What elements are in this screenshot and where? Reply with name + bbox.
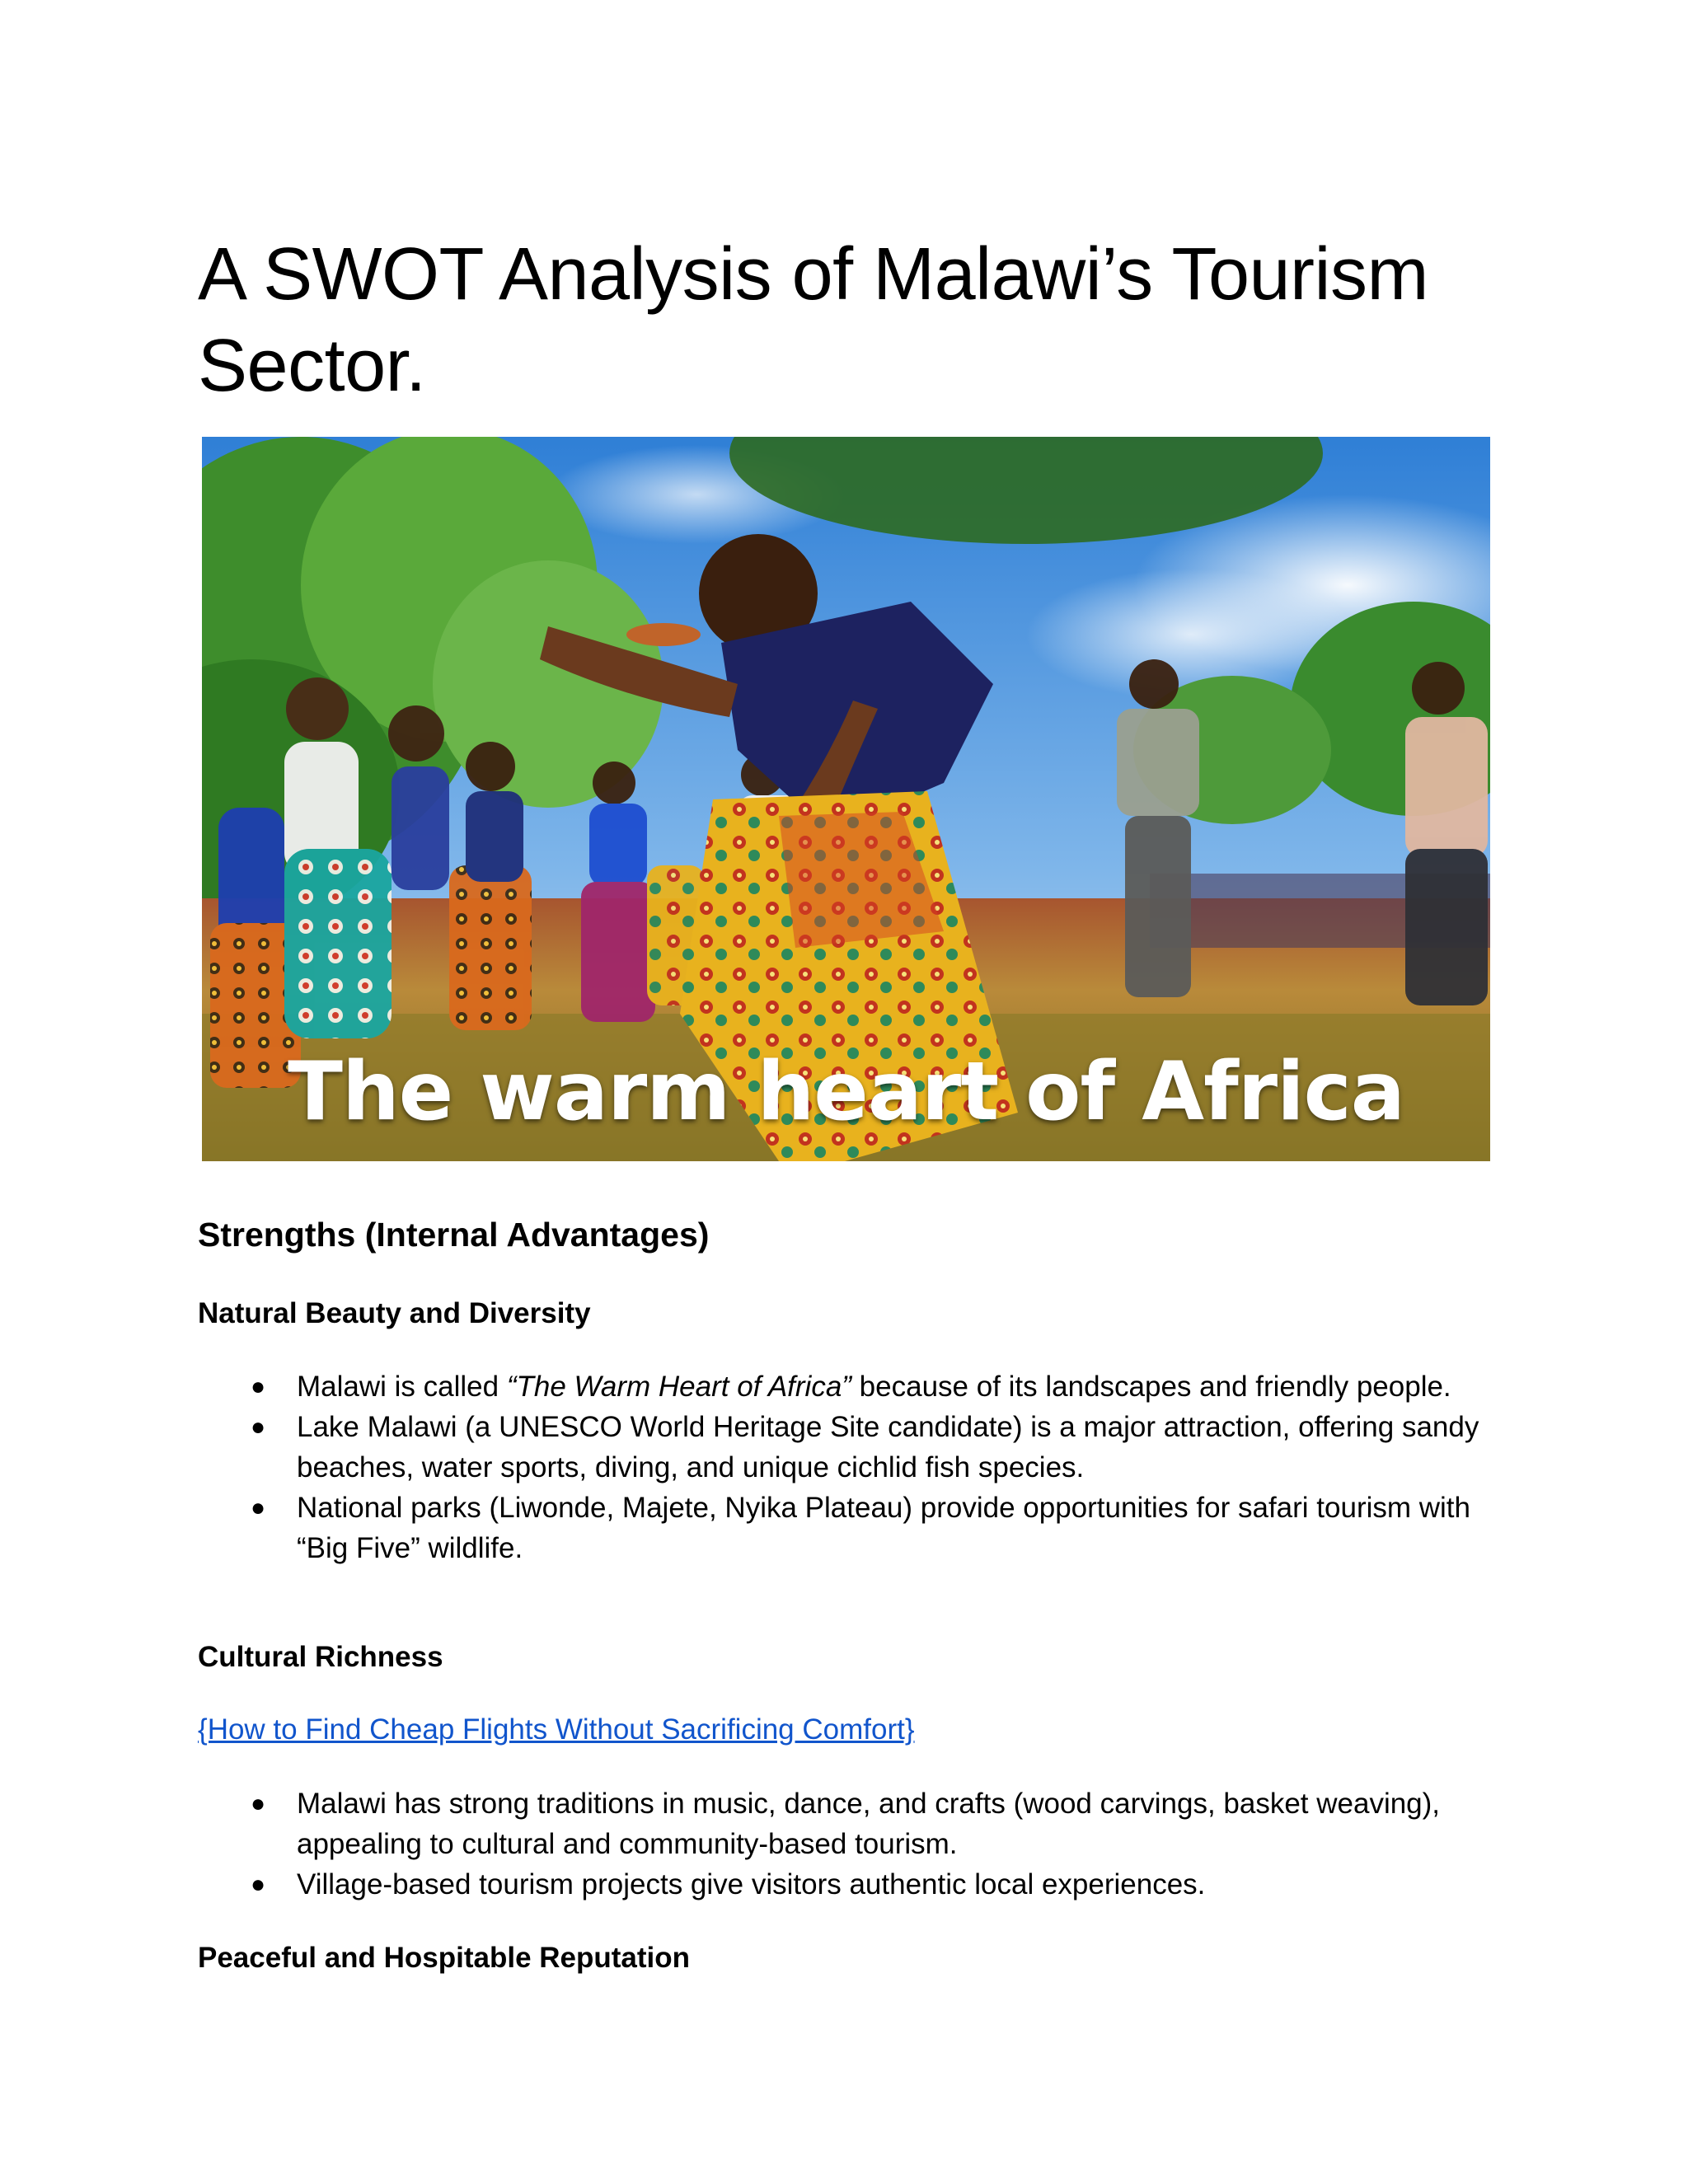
bullet-icon: ● bbox=[251, 1413, 266, 1441]
list-item-emphasis: “The Warm Heart of Africa” bbox=[506, 1371, 851, 1403]
list-item-text: National parks (Liwonde, Majete, Nyika Plateau) provide opportunities for safari tourism with “Big Five” wildlife. bbox=[297, 1492, 1470, 1564]
strengths-heading: Strengths (Internal Advantages) bbox=[198, 1216, 710, 1254]
bullet-icon: ● bbox=[251, 1871, 266, 1898]
list-item bbox=[198, 1407, 1517, 1488]
list-item bbox=[198, 1783, 1517, 1864]
list-item-text-before: Malawi is called bbox=[297, 1371, 507, 1403]
list-item-text-after: because of its landscapes and friendly people. bbox=[851, 1371, 1451, 1403]
document-title: A SWOT Analysis of Malawi’s Tourism Sector. bbox=[198, 233, 1428, 407]
natural-beauty-heading: Natural Beauty and Diversity bbox=[198, 1297, 591, 1329]
cultural-richness-heading: Cultural Richness bbox=[198, 1641, 443, 1673]
bullet-icon: ● bbox=[251, 1790, 266, 1817]
natural-beauty-list bbox=[198, 1366, 1517, 1568]
peaceful-reputation-heading: Peaceful and Hospitable Reputation bbox=[198, 1942, 691, 1974]
bullet-icon: ● bbox=[251, 1494, 266, 1521]
list-item bbox=[198, 1488, 1517, 1568]
list-item-text: Village-based tourism projects give visitors authentic local experiences. bbox=[297, 1868, 1206, 1900]
hero-image bbox=[202, 437, 1490, 1161]
bullet-icon: ● bbox=[251, 1373, 266, 1400]
cheap-flights-link[interactable]: {How to Find Cheap Flights Without Sacrificing Comfort} bbox=[198, 1713, 915, 1746]
list-item bbox=[198, 1864, 1517, 1905]
list-item-text: Malawi has strong traditions in music, dance, and crafts (wood carvings, basket weaving), appealing to cultural and community-based tourism. bbox=[297, 1788, 1441, 1860]
cultural-richness-list bbox=[198, 1783, 1517, 1905]
list-item bbox=[198, 1366, 1517, 1407]
hero-caption: The warm heart of Africa bbox=[288, 1045, 1404, 1139]
list-item-text: Lake Malawi (a UNESCO World Heritage Site candidate) is a major attraction, offering sandy beaches, water sports, diving, and unique cichlid fish species. bbox=[297, 1411, 1479, 1483]
